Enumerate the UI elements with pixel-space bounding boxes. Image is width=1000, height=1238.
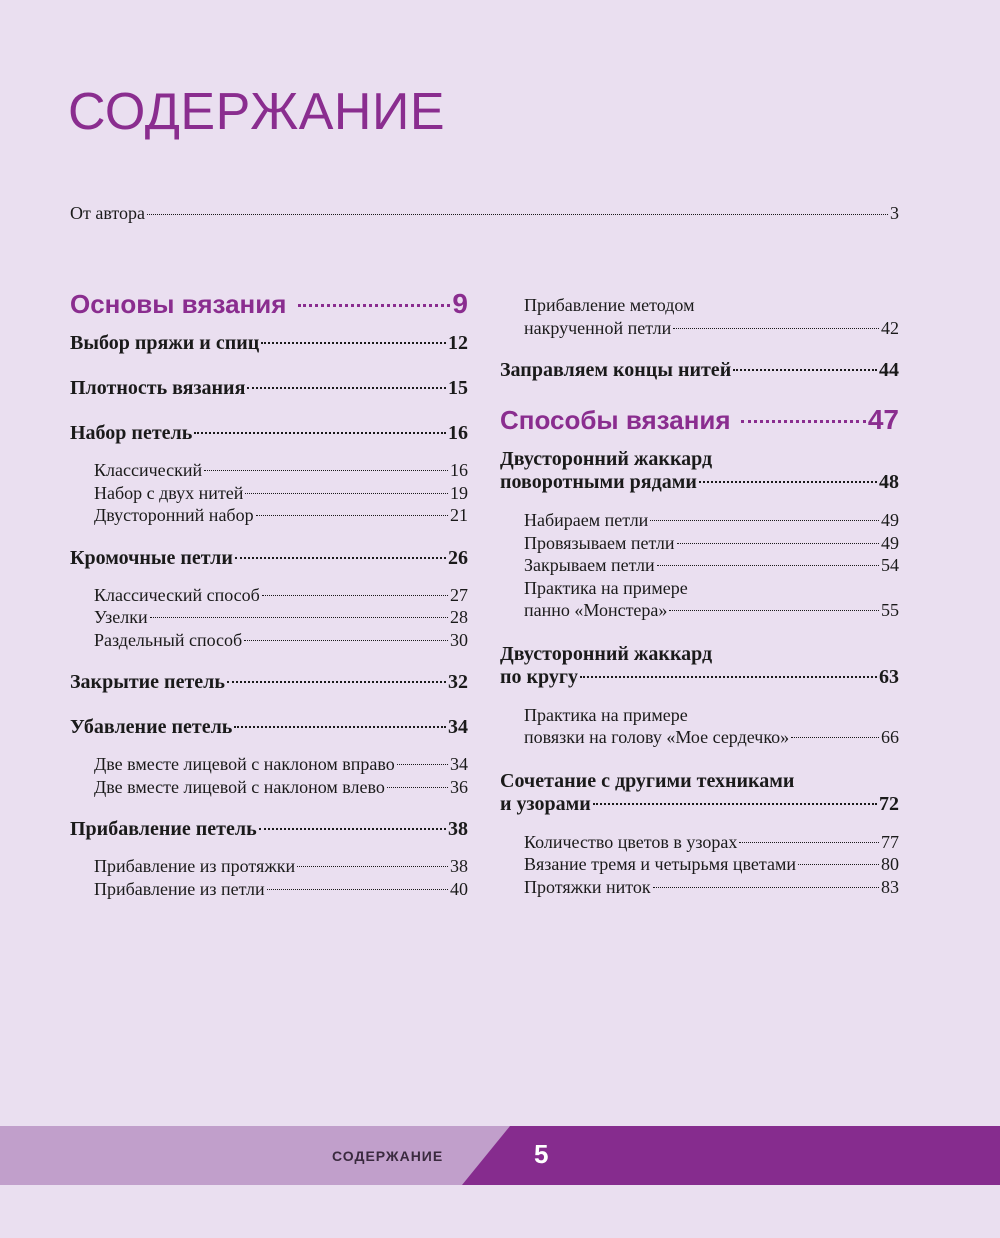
toc-chapter-jacquard-rows[interactable] bbox=[500, 448, 899, 494]
toc-subentry[interactable] bbox=[94, 606, 468, 629]
toc-subentry[interactable] bbox=[94, 753, 468, 776]
toc-subentry-label: Вязание тремя и четырьмя цветами bbox=[524, 854, 797, 874]
toc-chapter-page: 16 bbox=[448, 422, 468, 444]
toc-chapter-label: Закрытие петель bbox=[70, 671, 225, 693]
toc-subentry-label: Практика на примере bbox=[524, 704, 688, 725]
dot-leader bbox=[741, 420, 866, 423]
dot-leader bbox=[204, 470, 448, 471]
toc-subentry[interactable] bbox=[94, 629, 468, 652]
toc-chapter-decrease[interactable] bbox=[70, 716, 468, 739]
toc-subentry[interactable] bbox=[524, 294, 899, 339]
page-title: СОДЕРЖАНИЕ bbox=[68, 83, 446, 141]
dot-leader bbox=[653, 887, 879, 888]
toc-subentry-page: 54 bbox=[881, 555, 899, 575]
toc-subentry-label-cont: накрученной петли bbox=[524, 317, 672, 338]
toc-chapter-page: 34 bbox=[448, 716, 468, 738]
dot-leader bbox=[234, 726, 446, 728]
dot-leader bbox=[791, 737, 879, 738]
toc-subentry[interactable] bbox=[94, 878, 468, 901]
toc-subentry-page: 34 bbox=[450, 754, 468, 774]
toc-chapter-page: 26 bbox=[448, 546, 468, 569]
toc-chapter-label: Выбор пряжи и спиц bbox=[70, 332, 260, 354]
toc-subentry[interactable] bbox=[94, 504, 468, 527]
toc-subentry-page: 80 bbox=[881, 854, 899, 874]
toc-subentry-label: Протяжки ниток bbox=[524, 876, 651, 897]
toc-chapter-label-cont: и узорами bbox=[500, 792, 591, 815]
toc-subentry[interactable] bbox=[94, 459, 468, 482]
toc-chapter-label: Двусторонний жаккард bbox=[500, 448, 713, 470]
dot-leader bbox=[677, 543, 879, 544]
toc-subsection-list bbox=[94, 753, 468, 798]
toc-entry-author[interactable] bbox=[70, 203, 899, 224]
toc-subentry-page: 66 bbox=[881, 727, 899, 747]
toc-subentry-page: 40 bbox=[450, 878, 468, 899]
dot-leader bbox=[261, 342, 446, 344]
toc-chapter-page: 44 bbox=[879, 359, 899, 381]
page-number: 5 bbox=[534, 1139, 549, 1169]
dot-leader bbox=[244, 640, 448, 641]
toc-chapter-label-cont: по кругу bbox=[500, 665, 578, 688]
toc-chapter-page: 38 bbox=[448, 818, 468, 840]
toc-subentry[interactable] bbox=[524, 509, 899, 532]
dot-leader bbox=[580, 676, 877, 678]
toc-chapter-page: 72 bbox=[879, 792, 899, 815]
toc-subsection-list bbox=[524, 509, 899, 622]
toc-subsection-list bbox=[524, 704, 899, 749]
dot-leader bbox=[673, 328, 879, 329]
toc-subentry-label: Две вместе лицевой с наклоном влево bbox=[94, 776, 385, 797]
dot-leader bbox=[267, 889, 448, 890]
toc-chapter-caston[interactable] bbox=[70, 422, 468, 445]
dot-leader bbox=[247, 387, 446, 389]
toc-chapter-label: Заправляем концы нитей bbox=[500, 359, 732, 381]
dot-leader bbox=[739, 842, 879, 843]
toc-entry-label: От автора bbox=[70, 203, 146, 223]
toc-chapter-page: 32 bbox=[448, 671, 468, 693]
toc-subentry[interactable] bbox=[524, 831, 899, 854]
toc-chapter-label: Плотность вязания bbox=[70, 377, 246, 399]
toc-section-page: 9 bbox=[452, 288, 468, 319]
toc-chapter-edge[interactable] bbox=[70, 547, 468, 570]
dot-leader bbox=[699, 481, 877, 483]
toc-subsection-list bbox=[524, 294, 899, 339]
toc-subentry-label: Раздельный способ bbox=[94, 629, 243, 650]
dot-leader bbox=[798, 864, 879, 865]
toc-subentry[interactable] bbox=[94, 776, 468, 799]
running-footer-label: СОДЕРЖАНИЕ bbox=[332, 1148, 444, 1164]
toc-chapter-label: Двусторонний жаккард bbox=[500, 642, 713, 665]
toc-subentry-label: Набираем петли bbox=[524, 510, 649, 530]
toc-chapter-label: Прибавление петель bbox=[70, 818, 257, 840]
toc-chapter-increase[interactable] bbox=[70, 818, 468, 841]
dot-leader bbox=[227, 681, 446, 683]
dot-leader bbox=[256, 515, 448, 516]
toc-subentry-label: Классический способ bbox=[94, 584, 260, 605]
toc-subentry-page: 55 bbox=[881, 600, 899, 620]
toc-subentry[interactable] bbox=[524, 704, 899, 749]
toc-subentry[interactable] bbox=[524, 554, 899, 577]
toc-entry-page: 3 bbox=[890, 203, 899, 223]
toc-chapter-density[interactable] bbox=[70, 377, 468, 400]
dot-leader bbox=[650, 520, 879, 521]
toc-chapter-page: 48 bbox=[879, 471, 899, 493]
toc-left-column bbox=[70, 288, 468, 900]
toc-chapter-ends[interactable] bbox=[500, 359, 899, 382]
toc-subentry-label: Прибавление методом bbox=[524, 295, 695, 315]
toc-subentry-label: Закрываем петли bbox=[524, 555, 655, 575]
toc-section-label: Способы вязания bbox=[500, 405, 731, 435]
toc-subentry-page: 83 bbox=[881, 876, 899, 897]
toc-chapter-bindoff[interactable] bbox=[70, 671, 468, 694]
toc-subentry-label: Прибавление из протяжки bbox=[94, 856, 296, 876]
dot-leader bbox=[150, 617, 448, 618]
toc-subsection-list bbox=[94, 459, 468, 527]
dot-leader bbox=[733, 369, 877, 371]
toc-chapter-combination[interactable] bbox=[500, 770, 899, 816]
dot-leader bbox=[245, 493, 448, 494]
toc-subentry-label: Практика на примере bbox=[524, 577, 688, 598]
dot-leader bbox=[657, 565, 879, 566]
toc-section-methods[interactable] bbox=[500, 404, 899, 440]
toc-chapter-yarn[interactable] bbox=[70, 332, 468, 355]
toc-subentry-label: Количество цветов в узорах bbox=[524, 831, 738, 852]
dot-leader bbox=[298, 304, 450, 307]
toc-subentry-page: 36 bbox=[450, 776, 468, 797]
toc-section-basics[interactable] bbox=[70, 288, 468, 324]
dot-leader bbox=[194, 432, 446, 434]
dot-leader bbox=[259, 828, 446, 830]
dot-leader bbox=[387, 787, 448, 788]
toc-right-column bbox=[500, 294, 899, 898]
toc-subsection-list bbox=[94, 855, 468, 900]
toc-subentry-label: Двусторонний набор bbox=[94, 505, 254, 525]
toc-chapter-label: Набор петель bbox=[70, 422, 193, 444]
toc-subentry-label: Классический bbox=[94, 460, 203, 480]
toc-subentry[interactable] bbox=[524, 876, 899, 899]
toc-chapter-label: Убавление петель bbox=[70, 716, 233, 738]
toc-subentry[interactable] bbox=[94, 482, 468, 505]
toc-subentry-page: 42 bbox=[881, 317, 899, 338]
toc-subentry-page: 38 bbox=[450, 856, 468, 876]
toc-subentry-page: 28 bbox=[450, 607, 468, 627]
toc-chapter-page: 63 bbox=[879, 665, 899, 688]
toc-subentry[interactable] bbox=[524, 577, 899, 622]
toc-subentry-page: 49 bbox=[881, 532, 899, 553]
toc-chapter-jacquard-round[interactable] bbox=[500, 643, 899, 689]
toc-chapter-label: Сочетание с другими техниками bbox=[500, 769, 795, 792]
toc-subentry-label: Набор с двух нитей bbox=[94, 482, 244, 503]
toc-subentry[interactable] bbox=[524, 853, 899, 876]
toc-subentry-label: Прибавление из петли bbox=[94, 878, 265, 899]
toc-subentry[interactable] bbox=[94, 584, 468, 607]
toc-section-label: Основы вязания bbox=[70, 289, 287, 319]
toc-subentry-label: Две вместе лицевой с наклоном вправо bbox=[94, 754, 395, 774]
toc-subentry-page: 21 bbox=[450, 505, 468, 525]
dot-leader bbox=[262, 595, 448, 596]
toc-subentry-label-cont: повязки на голову «Мое сердечко» bbox=[524, 727, 790, 747]
toc-chapter-page: 15 bbox=[448, 377, 468, 399]
toc-subentry-label-cont: панно «Монстера» bbox=[524, 600, 668, 620]
toc-subentry-page: 19 bbox=[450, 482, 468, 503]
toc-subentry-label: Провязываем петли bbox=[524, 532, 675, 553]
toc-subentry-page: 49 bbox=[881, 510, 899, 530]
toc-subsection-list bbox=[524, 831, 899, 899]
dot-leader bbox=[593, 803, 877, 805]
toc-subentry-page: 77 bbox=[881, 831, 899, 852]
dot-leader bbox=[235, 557, 446, 559]
toc-chapter-page: 12 bbox=[448, 332, 468, 354]
toc-subentry-page: 27 bbox=[450, 584, 468, 605]
toc-subentry-page: 16 bbox=[450, 460, 468, 480]
toc-subentry[interactable] bbox=[524, 532, 899, 555]
dot-leader bbox=[397, 764, 448, 765]
toc-chapter-label-cont: поворотными рядами bbox=[500, 471, 697, 493]
toc-subentry-label: Узелки bbox=[94, 607, 148, 627]
dot-leader bbox=[669, 610, 879, 611]
toc-section-page: 47 bbox=[867, 404, 899, 435]
dot-leader bbox=[297, 866, 448, 867]
toc-subsection-list bbox=[94, 584, 468, 652]
dot-leader bbox=[147, 214, 888, 215]
toc-chapter-label: Кромочные петли bbox=[70, 546, 233, 569]
toc-subentry[interactable] bbox=[94, 855, 468, 878]
toc-subentry-page: 30 bbox=[450, 629, 468, 650]
